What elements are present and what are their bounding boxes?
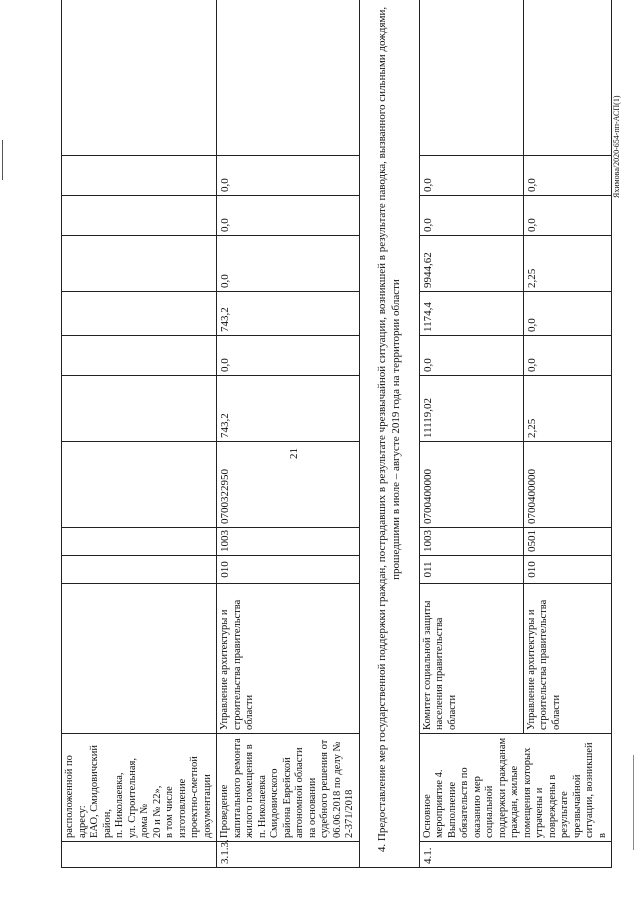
- target-code: 0700322950: [217, 442, 360, 528]
- measure-name: расположенной по адресу: ЕАО, Смидовичский район, п. Николаевка, ул. Строительная, дома № 20 и № 22», в том числе изготовление проектно-сметной документации: [62, 734, 217, 842]
- table-row: [217, 0, 360, 868]
- amount-2022: 0,0: [217, 196, 360, 236]
- amount-2022: 0,0: [419, 196, 523, 236]
- measure-name: Основное мероприятие 4. Выполнение обязательств по оказанию мер социальной поддержки гражданам граждан, жилые помещения которых утрачены и повреждены в результате чрезвычайной ситуации, возникшей в: [419, 734, 612, 842]
- amount-2022: 0,0: [523, 196, 611, 236]
- amount-2019: 0,0: [419, 336, 523, 376]
- total-amount: 2,25: [523, 376, 611, 442]
- margin-rule: [633, 755, 634, 850]
- section-code: 1003: [217, 528, 360, 556]
- row-number: [62, 842, 217, 868]
- amount-2021: 2,25: [523, 236, 611, 292]
- page-number: 21: [288, 448, 300, 459]
- amount-2021: 0,0: [217, 236, 360, 292]
- amount-2019: 0,0: [523, 336, 611, 376]
- target-code: 0700400000: [419, 442, 523, 528]
- section-code: 0501: [523, 528, 611, 556]
- measure-name: Проведение капитального ремонта жилого помещения в п. Николаевка Смидовичского района Еврейской автономной области на основании судебного решения от 06.06.2018 по делу № 2-371/2018: [217, 734, 360, 842]
- document-code: Яхимова/2020-654-пп-АСП(1): [612, 95, 621, 198]
- executor: Управление архитектуры и строительства правительства области: [217, 584, 360, 734]
- grbs-code: 010: [217, 556, 360, 584]
- section-code: 1003: [419, 528, 523, 556]
- section-title: 4. Предоставление мер государственной поддержки граждан, пострадавших в результате чрезвычайной ситуации, возникшей в результате паводка, вызванного сильными дождями, прошедшими в июле – августе 2019 года на территории области: [359, 0, 419, 868]
- amount-2023: 0,0: [523, 156, 611, 196]
- table-row: [419, 0, 523, 868]
- row-number: 3.1.3.: [217, 842, 360, 868]
- total-amount: 11119,02: [419, 376, 523, 442]
- table-row: [359, 0, 419, 868]
- program-table: [61, 0, 612, 868]
- amount-2023: 0,0: [419, 156, 523, 196]
- amount-2020: 1174,4: [419, 292, 523, 336]
- executor: Управление архитектуры и строительства правительства области: [523, 584, 611, 734]
- amount-2019: 0,0: [217, 336, 360, 376]
- amount-2020: 743,2: [217, 292, 360, 336]
- rotated-table-wrapper: [61, 0, 608, 868]
- amount-2023: 0,0: [217, 156, 360, 196]
- grbs-code: 011: [419, 556, 523, 584]
- amount-2021: 9944,62: [419, 236, 523, 292]
- total-amount: 743,2: [217, 376, 360, 442]
- executor: Комитет социальной защиты населения правительства области: [419, 584, 523, 734]
- target-code: 0700400000: [523, 442, 611, 528]
- margin-rule: [2, 140, 3, 180]
- table-row: [62, 0, 217, 868]
- row-number: 4.1.: [419, 842, 612, 868]
- grbs-code: 010: [523, 556, 611, 584]
- amount-2020: 0,0: [523, 292, 611, 336]
